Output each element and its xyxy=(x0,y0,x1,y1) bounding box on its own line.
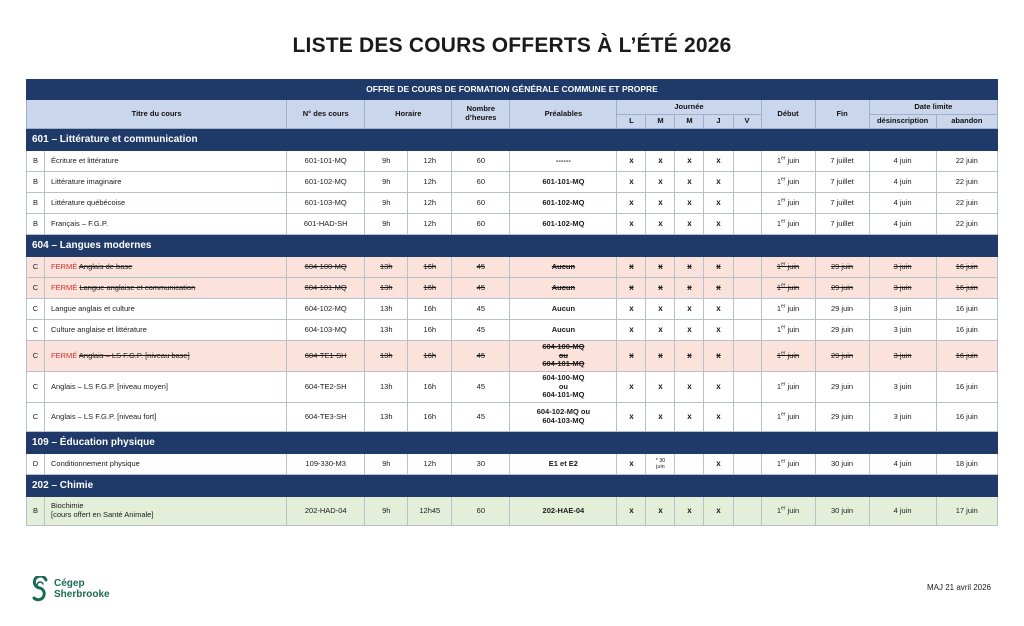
table-banner: OFFRE DE COURS DE FORMATION GÉNÉRALE COMMUNE ET PROPRE xyxy=(27,80,998,100)
day-cell: x xyxy=(617,320,646,341)
abandon-date: 16 juin xyxy=(936,320,997,341)
title-cell xyxy=(45,193,287,214)
withdraw-date: 3 juin xyxy=(869,403,936,432)
schedule-to: 16h xyxy=(408,320,452,341)
hours-cell: 45 xyxy=(452,278,510,299)
abandon-date: 16 juin xyxy=(936,403,997,432)
end-date: 7 juillet xyxy=(815,214,869,235)
day-cell: x xyxy=(646,172,675,193)
day-cell: x xyxy=(617,278,646,299)
prereq-cell: 601-102-MQ xyxy=(510,193,617,214)
schedule-to: 16h xyxy=(408,299,452,320)
category-cell: C xyxy=(27,278,45,299)
page-title: LISTE DES COURS OFFERTS À L’ÉTÉ 2026 xyxy=(292,34,732,57)
title-cell xyxy=(45,299,287,320)
withdraw-date: 4 juin xyxy=(869,454,936,475)
hours-cell: 30 xyxy=(452,454,510,475)
schedule-from: 13h xyxy=(365,372,408,403)
day-cell: x xyxy=(617,193,646,214)
col-header-day-l: L xyxy=(617,115,646,129)
prereq-cell: Aucun xyxy=(510,278,617,299)
hours-cell: 60 xyxy=(452,193,510,214)
end-date: 29 juin xyxy=(815,372,869,403)
course-title: Anglais de base xyxy=(78,261,133,271)
day-cell: x xyxy=(646,372,675,403)
prereq-cell: Aucun xyxy=(510,257,617,278)
col-header-day-m1: M xyxy=(646,115,675,129)
hours-cell: 45 xyxy=(452,341,510,372)
day-cell: x xyxy=(675,403,704,432)
table-row xyxy=(27,257,998,278)
category-cell: B xyxy=(27,172,45,193)
day-cell: x xyxy=(675,497,704,526)
start-date: 1er juin xyxy=(761,341,815,372)
schedule-from: 9h xyxy=(365,454,408,475)
title-cell xyxy=(45,278,287,299)
col-header-day-j: J xyxy=(704,115,733,129)
day-cell: x xyxy=(704,214,733,235)
day-cell: x xyxy=(646,257,675,278)
end-date: 29 juin xyxy=(815,341,869,372)
schedule-from: 9h xyxy=(365,214,408,235)
hours-cell: 45 xyxy=(452,299,510,320)
schedule-from: 13h xyxy=(365,403,408,432)
end-date: 29 juin xyxy=(815,403,869,432)
withdraw-date: 4 juin xyxy=(869,151,936,172)
col-header-day-m2: M xyxy=(675,115,704,129)
end-date: 29 juin xyxy=(815,299,869,320)
day-cell xyxy=(733,151,761,172)
schedule-from: 13h xyxy=(365,341,408,372)
course-number: 604-TE2-SH xyxy=(287,372,365,403)
abandon-date: 22 juin xyxy=(936,172,997,193)
day-cell: x xyxy=(704,372,733,403)
day-note: * 30 juin xyxy=(646,454,675,475)
col-header-day: Journée xyxy=(617,100,761,115)
schedule-to: 12h xyxy=(408,172,452,193)
table-row xyxy=(27,172,998,193)
course-number: 202-HAD-04 xyxy=(287,497,365,526)
section-header: 604 – Langues modernes xyxy=(27,235,998,257)
abandon-date: 16 juin xyxy=(936,278,997,299)
hours-cell: 45 xyxy=(452,372,510,403)
prereq-cell: 601-102-MQ xyxy=(510,214,617,235)
withdraw-date: 4 juin xyxy=(869,497,936,526)
closed-label: FERMÉ xyxy=(51,282,78,292)
title-cell xyxy=(45,341,287,372)
start-date: 1er juin xyxy=(761,214,815,235)
col-header-title: Titre du cours xyxy=(27,100,287,129)
schedule-to: 12h xyxy=(408,193,452,214)
day-cell: x xyxy=(704,497,733,526)
closed-label: FERMÉ xyxy=(51,350,78,360)
col-header-end: Fin xyxy=(815,100,869,129)
abandon-date: 16 juin xyxy=(936,299,997,320)
schedule-to: 16h xyxy=(408,341,452,372)
section-header: 109 – Éducation physique xyxy=(27,432,998,454)
start-date: 1er juin xyxy=(761,257,815,278)
schedule-from: 9h xyxy=(365,151,408,172)
col-header-hours: Nombre d’heures xyxy=(452,100,510,129)
end-date: 7 juillet xyxy=(815,151,869,172)
prereq-cell: 604-100-MQ ou 604-101-MQ xyxy=(510,372,617,403)
course-title: Français – F.G.P. xyxy=(51,218,108,228)
start-date: 1er juin xyxy=(761,193,815,214)
schedule-from: 9h xyxy=(365,193,408,214)
day-cell: x xyxy=(617,454,646,475)
day-cell: x xyxy=(617,151,646,172)
title-cell xyxy=(45,257,287,278)
closed-label: FERMÉ xyxy=(51,261,78,271)
withdraw-date: 4 juin xyxy=(869,214,936,235)
title-cell xyxy=(45,151,287,172)
table-row xyxy=(27,454,998,475)
day-cell: x xyxy=(646,214,675,235)
day-cell: x xyxy=(617,257,646,278)
end-date: 7 juillet xyxy=(815,172,869,193)
schedule-from: 13h xyxy=(365,320,408,341)
day-cell: x xyxy=(704,172,733,193)
course-number: 604-100-MQ xyxy=(287,257,365,278)
withdraw-date: 4 juin xyxy=(869,172,936,193)
title-cell xyxy=(45,454,287,475)
start-date: 1er juin xyxy=(761,320,815,341)
day-cell: x xyxy=(646,497,675,526)
course-title: Anglais – LS F.G.P. [niveau fort] xyxy=(51,411,157,421)
category-cell: B xyxy=(27,214,45,235)
day-cell: x xyxy=(704,151,733,172)
course-number: 604-103-MQ xyxy=(287,320,365,341)
end-date: 30 juin xyxy=(815,454,869,475)
day-cell: x xyxy=(704,257,733,278)
day-cell: x xyxy=(675,320,704,341)
hours-cell: 60 xyxy=(452,151,510,172)
day-cell xyxy=(733,299,761,320)
course-title: Culture anglaise et littérature xyxy=(51,324,147,334)
course-title-note: [cours offert en Santé Animale] xyxy=(51,510,154,519)
prereq-cell: Aucun xyxy=(510,320,617,341)
course-number: 604-101-MQ xyxy=(287,278,365,299)
day-cell: x xyxy=(675,341,704,372)
day-cell: x xyxy=(646,403,675,432)
day-cell: x xyxy=(617,299,646,320)
category-cell: D xyxy=(27,454,45,475)
schedule-to: 12h xyxy=(408,214,452,235)
table-row xyxy=(27,151,998,172)
day-cell: x xyxy=(646,341,675,372)
withdraw-date: 3 juin xyxy=(869,320,936,341)
col-header-start: Début xyxy=(761,100,815,129)
hours-cell: 45 xyxy=(452,257,510,278)
day-cell: x xyxy=(646,151,675,172)
col-header-day-v: V xyxy=(733,115,761,129)
cegep-logo-icon xyxy=(31,576,49,602)
table-row xyxy=(27,341,998,372)
day-cell xyxy=(733,278,761,299)
start-date: 1er juin xyxy=(761,172,815,193)
category-cell: B xyxy=(27,497,45,526)
abandon-date: 16 juin xyxy=(936,372,997,403)
day-cell: x xyxy=(675,278,704,299)
title-cell xyxy=(45,214,287,235)
schedule-to: 12h xyxy=(408,454,452,475)
day-cell: x xyxy=(617,341,646,372)
abandon-date: 17 juin xyxy=(936,497,997,526)
day-cell: x xyxy=(704,403,733,432)
col-header-schedule: Horaire xyxy=(365,100,452,129)
day-cell xyxy=(733,341,761,372)
withdraw-date: 3 juin xyxy=(869,299,936,320)
abandon-date: 16 juin xyxy=(936,257,997,278)
category-cell: C xyxy=(27,372,45,403)
start-date: 1er juin xyxy=(761,403,815,432)
end-date: 29 juin xyxy=(815,278,869,299)
day-cell: x xyxy=(617,214,646,235)
withdraw-date: 3 juin xyxy=(869,278,936,299)
day-cell: x xyxy=(617,403,646,432)
col-header-number: N° des cours xyxy=(287,100,365,129)
course-number: 601-101-MQ xyxy=(287,151,365,172)
course-title: Littérature imaginaire xyxy=(51,176,122,186)
day-cell: x xyxy=(675,257,704,278)
schedule-from: 9h xyxy=(365,497,408,526)
day-cell: x xyxy=(617,372,646,403)
table-row xyxy=(27,403,998,432)
col-header-deadline: Date limite xyxy=(869,100,997,115)
day-cell: x xyxy=(704,193,733,214)
table-row xyxy=(27,299,998,320)
day-cell xyxy=(733,320,761,341)
abandon-date: 22 juin xyxy=(936,214,997,235)
category-cell: C xyxy=(27,257,45,278)
day-cell xyxy=(733,497,761,526)
prereq-cell: 601-101-MQ xyxy=(510,172,617,193)
course-title: Écriture et littérature xyxy=(51,155,119,165)
course-title: Anglais – LS F.G.P. [niveau base] xyxy=(78,350,190,360)
course-title: Anglais – LS F.G.P. [niveau moyen] xyxy=(51,381,169,391)
hours-cell: 45 xyxy=(452,403,510,432)
schedule-to: 16h xyxy=(408,372,452,403)
day-cell: x xyxy=(675,151,704,172)
schedule-to: 12h xyxy=(408,151,452,172)
table-body xyxy=(27,129,998,526)
day-cell: x xyxy=(704,278,733,299)
day-cell xyxy=(733,193,761,214)
withdraw-date: 3 juin xyxy=(869,257,936,278)
day-cell: x xyxy=(646,299,675,320)
day-cell xyxy=(733,172,761,193)
category-cell: C xyxy=(27,341,45,372)
day-cell: x xyxy=(646,193,675,214)
end-date: 29 juin xyxy=(815,257,869,278)
end-date: 29 juin xyxy=(815,320,869,341)
hours-cell: 60 xyxy=(452,172,510,193)
course-title: Conditionnement physique xyxy=(51,458,140,468)
schedule-from: 13h xyxy=(365,257,408,278)
end-date: 7 juillet xyxy=(815,193,869,214)
course-table-container xyxy=(26,79,998,526)
day-cell xyxy=(733,454,761,475)
prereq-cell: 202-HAE-04 xyxy=(510,497,617,526)
abandon-date: 22 juin xyxy=(936,193,997,214)
table-row xyxy=(27,372,998,403)
abandon-date: 16 juin xyxy=(936,341,997,372)
schedule-to: 16h xyxy=(408,278,452,299)
abandon-date: 22 juin xyxy=(936,151,997,172)
course-title: Langue anglais et culture xyxy=(51,303,135,313)
course-number: 604-102-MQ xyxy=(287,299,365,320)
prereq-cell: ------ xyxy=(510,151,617,172)
day-cell xyxy=(675,454,704,475)
withdraw-date: 3 juin xyxy=(869,341,936,372)
table-row xyxy=(27,497,998,526)
course-title: Langue anglaise et communication xyxy=(79,282,196,292)
day-cell: x xyxy=(675,214,704,235)
cegep-logo xyxy=(31,575,141,605)
start-date: 1er juin xyxy=(761,372,815,403)
course-number: 601-HAD-SH xyxy=(287,214,365,235)
title-cell xyxy=(45,372,287,403)
section-header: 202 – Chimie xyxy=(27,475,998,497)
prereq-cell: 604-100-MQ ou 604-101-MQ xyxy=(510,341,617,372)
title-cell xyxy=(45,403,287,432)
category-cell: C xyxy=(27,403,45,432)
start-date: 1er juin xyxy=(761,497,815,526)
day-cell xyxy=(733,372,761,403)
schedule-from: 13h xyxy=(365,299,408,320)
category-cell: B xyxy=(27,193,45,214)
day-cell: x xyxy=(675,172,704,193)
prereq-cell: Aucun xyxy=(510,299,617,320)
day-cell: x xyxy=(617,497,646,526)
hours-cell: 60 xyxy=(452,214,510,235)
start-date: 1er juin xyxy=(761,151,815,172)
start-date: 1er juin xyxy=(761,454,815,475)
course-number: 109-330-M3 xyxy=(287,454,365,475)
withdraw-date: 4 juin xyxy=(869,193,936,214)
table-row xyxy=(27,214,998,235)
day-cell xyxy=(733,403,761,432)
table-row xyxy=(27,193,998,214)
day-cell: x xyxy=(704,341,733,372)
title-cell xyxy=(45,172,287,193)
category-cell: C xyxy=(27,299,45,320)
title-cell xyxy=(45,320,287,341)
course-number: 601-103-MQ xyxy=(287,193,365,214)
day-cell xyxy=(733,214,761,235)
col-header-abandon: abandon xyxy=(936,115,997,129)
title-cell xyxy=(45,497,287,526)
end-date: 30 juin xyxy=(815,497,869,526)
course-table xyxy=(26,79,998,526)
day-cell: x xyxy=(675,372,704,403)
logo-text: Cégep Sherbrooke xyxy=(54,578,110,600)
schedule-from: 13h xyxy=(365,278,408,299)
day-cell xyxy=(733,257,761,278)
course-title: Littérature québécoise xyxy=(51,197,126,207)
day-cell: x xyxy=(704,454,733,475)
day-cell: x xyxy=(617,172,646,193)
category-cell: B xyxy=(27,151,45,172)
update-date: MAJ 21 avril 2026 xyxy=(926,583,991,592)
section-header: 601 – Littérature et communication xyxy=(27,129,998,151)
category-cell: C xyxy=(27,320,45,341)
hours-cell: 60 xyxy=(452,497,510,526)
day-cell: x xyxy=(675,193,704,214)
schedule-to: 16h xyxy=(408,257,452,278)
day-cell: x xyxy=(704,299,733,320)
course-number: 604-TE3-SH xyxy=(287,403,365,432)
course-number: 604-TE1-SH xyxy=(287,341,365,372)
hours-cell: 45 xyxy=(452,320,510,341)
prereq-cell: E1 et E2 xyxy=(510,454,617,475)
course-title: Biochimie xyxy=(51,501,84,511)
withdraw-date: 3 juin xyxy=(869,372,936,403)
start-date: 1er juin xyxy=(761,299,815,320)
day-cell: x xyxy=(675,299,704,320)
table-row xyxy=(27,320,998,341)
col-header-withdraw: désinscription xyxy=(869,115,936,129)
table-row xyxy=(27,278,998,299)
prereq-cell: 604-102-MQ ou 604-103-MQ xyxy=(510,403,617,432)
abandon-date: 18 juin xyxy=(936,454,997,475)
course-number: 601-102-MQ xyxy=(287,172,365,193)
start-date: 1er juin xyxy=(761,278,815,299)
schedule-to: 12h45 xyxy=(408,497,452,526)
day-cell: x xyxy=(646,278,675,299)
day-cell: x xyxy=(646,320,675,341)
schedule-from: 9h xyxy=(365,172,408,193)
col-header-prereq: Préalables xyxy=(510,100,617,129)
schedule-to: 16h xyxy=(408,403,452,432)
day-cell: x xyxy=(704,320,733,341)
